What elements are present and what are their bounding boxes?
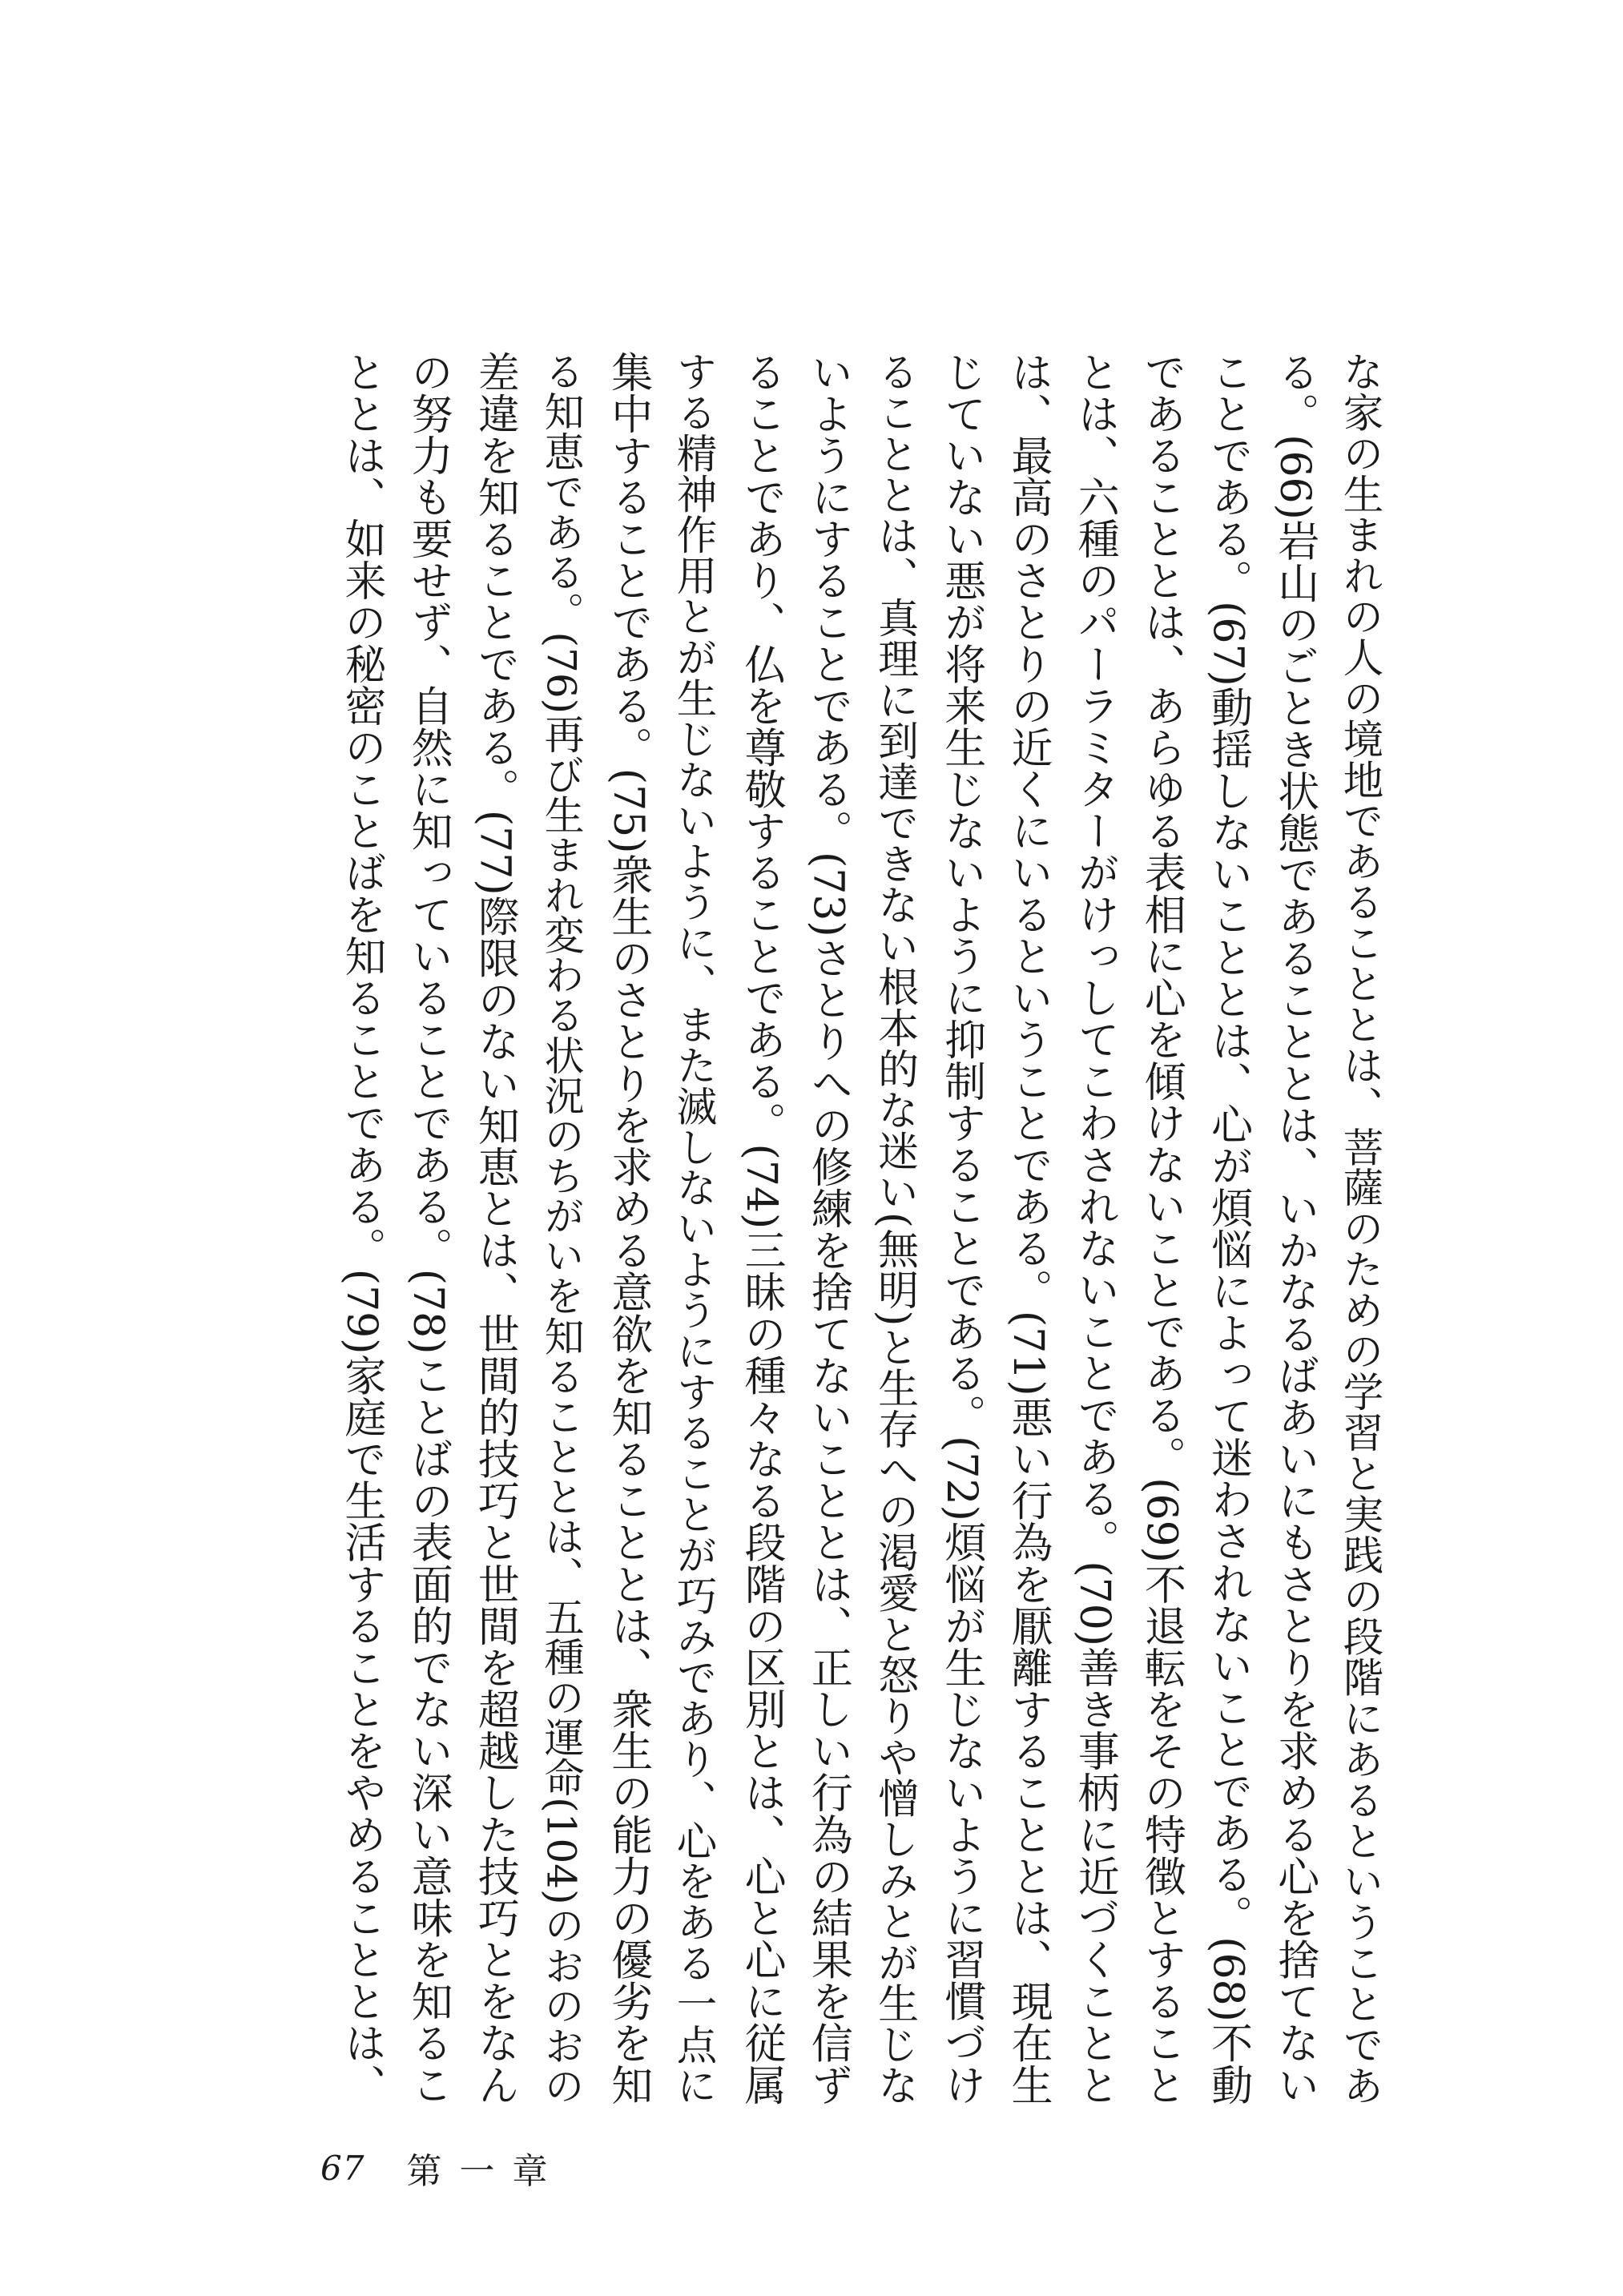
page-number: 67 xyxy=(320,2148,365,2188)
text-line: する精神作用とが生じないように、また滅しないようにすることが巧みであり、心をある一点に xyxy=(670,351,718,2105)
text-line: は、最高のさとりの近くにいるということである。(71)悪い行為を厭離することとは、現在生 xyxy=(1003,351,1052,2105)
text-line: ることとは、真理に到達できない根本的な迷い(無明)と生存への渇愛と怒りや憎しみとが生じな xyxy=(870,351,918,2105)
text-line: ことである。(67)動揺しないこととは、心が煩悩によって迷わされないことである。(68)不動 xyxy=(1203,351,1252,2105)
text-line: 差違を知ることである。(77)際限のない知恵とは、世間的技巧と世間を超越した技巧とをなん xyxy=(470,351,519,2105)
text-line: な家の生まれの人の境地であることとは、菩薩のための学習と実践の段階にあるということであ xyxy=(1337,351,1384,2105)
page-footer xyxy=(320,2144,565,2192)
text-line: る知恵である。(76)再び生まれ変わる状況のちがいを知ることとは、五種の運命(104)のおのおの xyxy=(538,351,585,2105)
chapter-label: 第一章 xyxy=(406,2151,566,2192)
text-line: ととは、如来の秘密のことばを知ることである。(79)家庭で生活することをやめることとは、 xyxy=(336,351,385,2105)
text-line: ることであり、仏を尊敬することである。(74)三昧の種々なる段階の区別とは、心と心に従属 xyxy=(737,351,786,2105)
text-line: の努力も要せず、自然に知っていることである。(78)ことばの表面的でない深い意味を知るこ xyxy=(404,351,453,2105)
text-line: 集中することである。(75)衆生のさとりを求める意欲を知ることとは、衆生の能力の優劣を知 xyxy=(603,351,652,2105)
vertical-text-body xyxy=(300,351,1394,2105)
text-line: じていない悪が将来生じないように抑制することである。(72)煩悩が生じないように習慣づけ xyxy=(936,351,985,2105)
text-line: とは、六種のパーラミターがけっしてこわされないことである。(70)善き事柄に近づくことと xyxy=(1070,351,1119,2105)
text-line: いようにすることである。(73)さとりへの修練を捨てないこととは、正しい行為の結果を信ず xyxy=(803,351,852,2105)
text-line: であることとは、あらゆる表相に心を傾けないことである。(69)不退転をその特徴とすること xyxy=(1137,351,1186,2105)
text-line: る。(66)岩山のごとき状態であることとは、いかなるばあいにもさとりを求める心を捨てない xyxy=(1270,351,1319,2105)
